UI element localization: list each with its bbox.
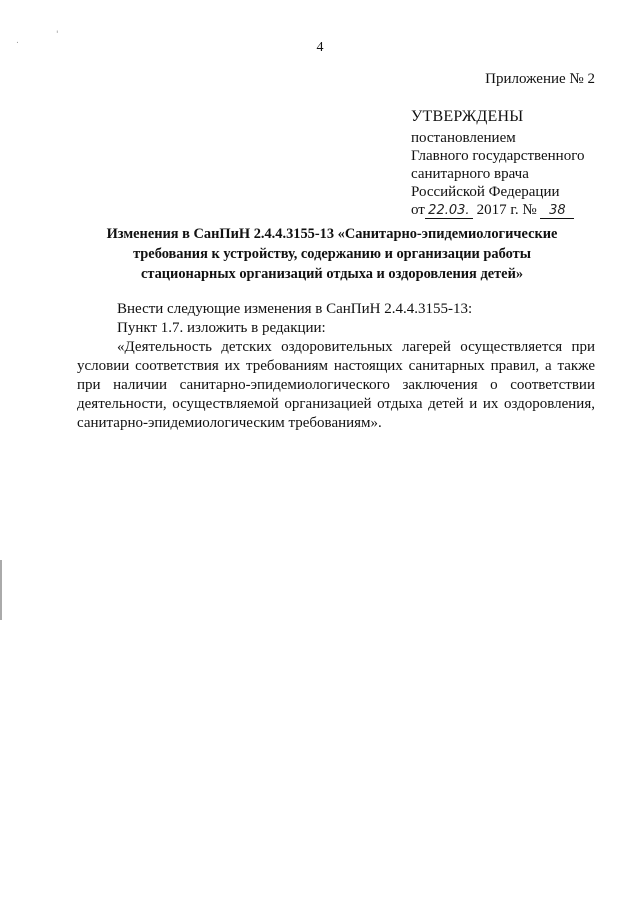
date-year: 2017 г. № bbox=[476, 202, 537, 218]
quote-paragraph: «Деятельность детских оздоровительных лагерей осуществляется при условии соответствия их требованиям настоящих санитарных правил, а также при наличии санитарно-эпидемиологического заключения о соответствии деятельности, осуществляемой организацией отдыха детей и их оздоровления, санитарно-эпидемиологическим требованиям». bbox=[77, 339, 595, 431]
document-title bbox=[60, 224, 604, 284]
item-paragraph: Пункт 1.7. изложить в редакции: bbox=[117, 320, 326, 336]
title-line: Изменения в СанПиН 2.4.4.3155-13 «Санитарно-эпидемиологические bbox=[106, 226, 558, 242]
approval-date-line bbox=[411, 201, 611, 219]
title-line: стационарных организаций отдыха и оздоровления детей» bbox=[140, 266, 524, 282]
handwritten-number: 38 bbox=[540, 203, 574, 219]
appendix-label: Приложение № 2 bbox=[485, 71, 595, 87]
approval-line: Главного государственного bbox=[411, 148, 585, 164]
handwritten-date: 22.03. bbox=[425, 203, 473, 219]
date-prefix: от bbox=[411, 202, 425, 218]
approval-line: постановлением bbox=[411, 130, 516, 146]
approval-block bbox=[411, 108, 611, 219]
title-line: требования к устройству, содержанию и организации работы bbox=[133, 246, 531, 262]
approval-heading: УТВЕРЖДЕНЫ bbox=[411, 108, 524, 125]
scan-edge-mark bbox=[0, 560, 2, 620]
scan-mark: . bbox=[16, 36, 19, 46]
scan-mark: ' bbox=[56, 30, 59, 40]
approval-line: санитарного врача bbox=[411, 166, 529, 182]
page-number: 4 bbox=[316, 40, 324, 55]
approval-line: Российской Федерации bbox=[411, 184, 560, 200]
intro-paragraph: Внести следующие изменения в СанПиН 2.4.4.3155-13: bbox=[117, 301, 473, 317]
document-body bbox=[77, 300, 595, 433]
